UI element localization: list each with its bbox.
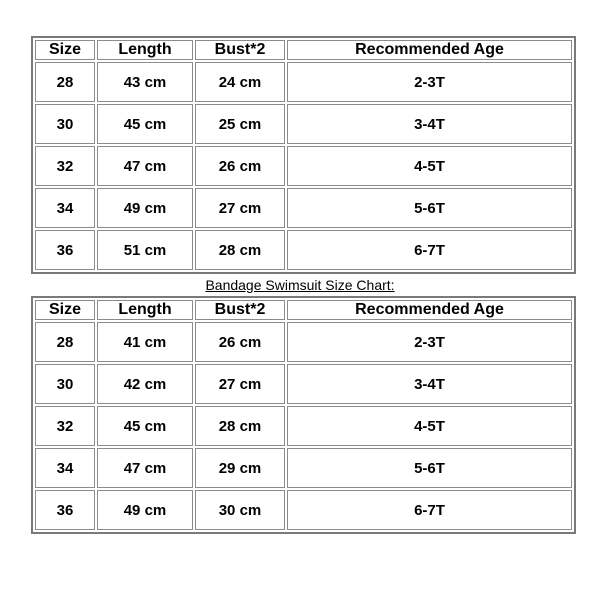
cell-bust: 24 cm: [195, 62, 285, 102]
header-length: Length: [97, 40, 193, 60]
table-row: [35, 62, 572, 102]
cell-age: 4-5T: [287, 146, 572, 186]
cell-size: 34: [35, 188, 95, 228]
cell-size: 32: [35, 146, 95, 186]
cell-age: 5-6T: [287, 448, 572, 488]
cell-length: 51 cm: [97, 230, 193, 270]
cell-size: 36: [35, 230, 95, 270]
cell-age: 3-4T: [287, 104, 572, 144]
header-size: Size: [35, 300, 95, 320]
cell-length: 47 cm: [97, 448, 193, 488]
header-bust: Bust*2: [195, 300, 285, 320]
cell-bust: 26 cm: [195, 146, 285, 186]
cell-length: 41 cm: [97, 322, 193, 362]
chart-caption: Bandage Swimsuit Size Chart:: [205, 277, 395, 293]
cell-length: 49 cm: [97, 490, 193, 530]
cell-bust: 26 cm: [195, 322, 285, 362]
cell-size: 36: [35, 490, 95, 530]
table-row: [35, 146, 572, 186]
table-row: [35, 448, 572, 488]
header-recommended-age: Recommended Age: [287, 300, 572, 320]
cell-age: 2-3T: [287, 322, 572, 362]
cell-size: 28: [35, 322, 95, 362]
table-row: [35, 104, 572, 144]
header-size: Size: [35, 40, 95, 60]
cell-length: 42 cm: [97, 364, 193, 404]
header-row: [35, 300, 572, 320]
cell-bust: 30 cm: [195, 490, 285, 530]
table-row: [35, 364, 572, 404]
cell-bust: 25 cm: [195, 104, 285, 144]
cell-size: 30: [35, 104, 95, 144]
cell-bust: 27 cm: [195, 364, 285, 404]
table-row: [35, 322, 572, 362]
cell-age: 4-5T: [287, 406, 572, 446]
cell-length: 45 cm: [97, 104, 193, 144]
cell-age: 2-3T: [287, 62, 572, 102]
cell-bust: 28 cm: [195, 406, 285, 446]
table-row: [35, 230, 572, 270]
cell-size: 34: [35, 448, 95, 488]
header-recommended-age: Recommended Age: [287, 40, 572, 60]
cell-size: 32: [35, 406, 95, 446]
cell-age: 6-7T: [287, 490, 572, 530]
table-row: [35, 188, 572, 228]
size-table-bottom: [31, 296, 576, 534]
cell-length: 43 cm: [97, 62, 193, 102]
cell-length: 47 cm: [97, 146, 193, 186]
header-bust: Bust*2: [195, 40, 285, 60]
cell-size: 30: [35, 364, 95, 404]
header-row: [35, 40, 572, 60]
cell-age: 6-7T: [287, 230, 572, 270]
cell-age: 5-6T: [287, 188, 572, 228]
cell-bust: 27 cm: [195, 188, 285, 228]
cell-bust: 28 cm: [195, 230, 285, 270]
cell-length: 49 cm: [97, 188, 193, 228]
cell-bust: 29 cm: [195, 448, 285, 488]
cell-length: 45 cm: [97, 406, 193, 446]
table-row: [35, 490, 572, 530]
header-length: Length: [97, 300, 193, 320]
cell-age: 3-4T: [287, 364, 572, 404]
table-row: [35, 406, 572, 446]
size-table-top: [31, 36, 576, 274]
cell-size: 28: [35, 62, 95, 102]
